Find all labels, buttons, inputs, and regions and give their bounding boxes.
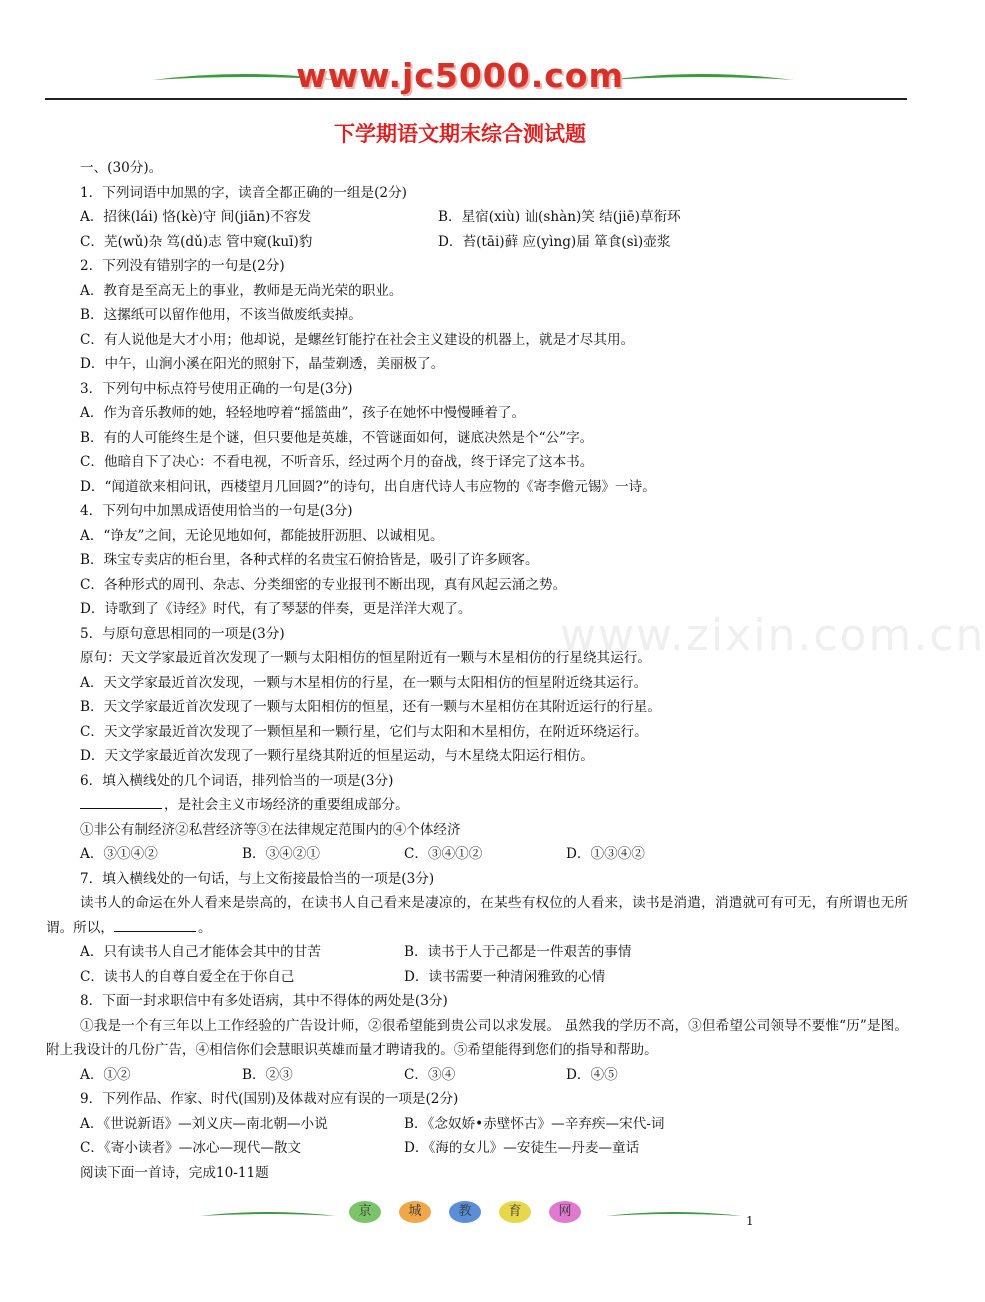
fill-in-blank xyxy=(80,794,162,809)
question-4-stem: 4．下列句中加黑成语使用恰当的一句是(3分) xyxy=(80,503,353,519)
question-4-option-b: B．珠宝专卖店的柜台里，各种式样的名贵宝石俯拾皆是，吸引了许多顾客。 xyxy=(80,552,539,568)
question-4-option-d: D．诗歌到了《诗经》时代，有了琴瑟的伴奏，更是洋洋大观了。 xyxy=(80,601,472,617)
question-6-option-a: A．③①④② xyxy=(80,846,158,862)
reading-instruction: 阅读下面一首诗，完成10-11题 xyxy=(80,1164,269,1181)
page-number: 1 xyxy=(746,1214,754,1228)
footer-badge: 京 xyxy=(349,1201,381,1223)
question-5-option-b: B．天文学家最近首次发现了一颗与太阳相仿的恒星，还有一颗与木星相仿在其附近运行的行星。 xyxy=(80,699,661,715)
question-2-option-d: D．中午，山涧小溪在阳光的照射下，晶莹剃透，美丽极了。 xyxy=(80,356,445,372)
question-2-stem: 2．下列没有错别字的一句是(2分) xyxy=(80,258,285,274)
question-5-original-sentence: 原句：天文学家最近首次发现了一颗与太阳相仿的恒星附近有一颗与木星相仿的行星绕其运行。 xyxy=(80,650,651,666)
question-5-option-c: C．天文学家最近首次发现了一颗恒星和一颗行星，它们与太阳和木星相仿，在附近环绕运行。 xyxy=(80,723,648,740)
question-8-option-b: B．②③ xyxy=(242,1066,293,1083)
question-6-option-b: B．③④②① xyxy=(242,846,320,862)
question-1-option-b: B．星宿(xiù) 讪(shàn)笑 结(jiē)草衔环 xyxy=(438,209,681,225)
question-8-options-row xyxy=(80,1063,910,1088)
fill-in-blank xyxy=(114,917,196,932)
question-6-option-c: C．③④①② xyxy=(404,846,483,862)
question-5-stem: 5．与原句意思相同的一项是(3分) xyxy=(80,625,285,642)
page-footer xyxy=(0,1195,920,1240)
footer-badge: 城 xyxy=(399,1201,431,1223)
question-7-stem: 7．填入横线处的一句话，与上文衔接最恰当的一项是(3分) xyxy=(80,870,435,887)
question-9-stem: 9．下列作品、作家、时代(国别)及体裁对应有误的一项是(2分) xyxy=(80,1091,459,1107)
question-8-option-c: C．③④ xyxy=(404,1066,456,1083)
question-3-option-d: D．“闻道欲来相问讯，西楼望月几回圆?”的诗句，出自唐代诗人韦应物的《寄李儋元锡》一诗。 xyxy=(80,478,656,495)
question-7-options-row xyxy=(80,940,910,965)
question-4-option-a: A．“诤友”之间，无论见地如何，都能披肝沥胆、以诚相见。 xyxy=(80,527,444,544)
question-4-option-c: C．各种形式的周刊、杂志、分类细密的专业报刊不断出现，真有风起云涌之势。 xyxy=(80,576,567,593)
page-title: 下学期语文期末综合测试题 xyxy=(334,122,586,146)
footer-left-swoosh-decoration xyxy=(198,1207,338,1223)
question-3-option-a: A．作为音乐教师的她，轻轻地哼着“摇篮曲”，孩子在她怀中慢慢睡着了。 xyxy=(80,405,526,421)
question-7-passage-text: 读书人的命运在外人看来是崇高的，在读书人自己看来是凄凉的，在某些有权位的人看来，读书是消遣，消遣就可有可无，有所谓也无所谓。所以， xyxy=(46,895,908,936)
exam-body xyxy=(46,156,910,1185)
question-1-option-a: A．招徕(lái) 恪(kè)守 间(jiān)不容发 xyxy=(80,209,312,225)
question-6-sentence-text: ，是社会主义市场经济的重要组成部分。 xyxy=(164,797,409,813)
question-5-option-a: A．天文学家最近首次发现，一颗与木星相仿的行星，在一颗与太阳相仿的恒星附近绕其运行。 xyxy=(80,674,648,691)
watermark: www.zixin.com.cn xyxy=(560,610,985,661)
question-2-option-b: B．这摞纸可以留作他用，不该当做废纸卖掉。 xyxy=(80,307,362,323)
question-6-options-row xyxy=(80,842,910,867)
page-header xyxy=(0,0,920,110)
question-7-option-a: A．只有读书人自己才能体会其中的甘苦 xyxy=(80,944,321,960)
footer-badges xyxy=(349,1201,599,1223)
question-3-option-c: C．他暗自下了决心：不看电视，不听音乐，经过两个月的奋战，终于译完了这本书。 xyxy=(80,454,594,470)
question-7-option-c: C．读书人的自尊自爱全在于你自己 xyxy=(80,968,295,985)
question-9-options-row xyxy=(80,1136,910,1161)
question-7-passage xyxy=(46,891,908,940)
question-6-sentence xyxy=(80,793,910,818)
question-3-option-b: B．有的人可能终生是个谜，但只要他是英雄，不管谜面如何，谜底决然是个“公”字。 xyxy=(80,429,594,446)
question-3-stem: 3．下列句中标点符号使用正确的一句是(3分) xyxy=(80,380,353,397)
question-6-stem: 6．填入横线处的几个词语，排列恰当的一项是(3分) xyxy=(80,772,394,789)
question-9-option-a: A．《世说新语》—刘义庆—南北朝—小说 xyxy=(80,1115,328,1132)
question-8-passage: ①我是一个有三年以上工作经验的广告设计师，②很希望能到贵公司以求发展。 虽然我的学历不高，③但希望公司领导不要惟“历”是图。附上我设计的几份广告，④相信你们会慧眼识英雄而量才聘请我的。⑤希望能得到您们的指导和帮助。 xyxy=(46,1017,908,1058)
header-divider xyxy=(45,98,907,100)
question-9-option-d: D．《海的女儿》—安徒生—丹麦—童话 xyxy=(404,1140,640,1156)
question-1-options-row xyxy=(80,230,910,255)
question-1-option-c: C．芜(wǔ)杂 笃(dǔ)志 管中窥(kuī)豹 xyxy=(80,233,313,250)
footer-right-swoosh-decoration xyxy=(604,1207,744,1223)
question-7-option-d: D．读书需要一种清闲雅致的心情 xyxy=(404,968,606,985)
question-7-options-row xyxy=(80,965,910,990)
footer-badge: 网 xyxy=(549,1201,581,1223)
question-8-stem: 8．下面一封求职信中有多处语病，其中不得体的两处是(3分) xyxy=(80,993,448,1009)
question-1-option-d: D．苔(tāi)藓 应(yìng)届 箪食(sì)壶浆 xyxy=(438,233,671,250)
question-8-option-a: A．①② xyxy=(80,1066,131,1083)
question-9-options-row xyxy=(80,1112,910,1137)
section-heading: 一、(30分)。 xyxy=(80,160,163,176)
question-1-stem: 1．下列词语中加黑的字，读音全都正确的一组是(2分) xyxy=(80,184,407,201)
question-6-option-d: D．①③④② xyxy=(566,846,645,862)
question-9-option-c: C．《寄小读者》—冰心—现代—散文 xyxy=(80,1140,302,1156)
question-1-options-row xyxy=(80,205,910,230)
site-logo: www.jc5000.com xyxy=(296,56,624,95)
question-2-option-a: A．教育是至高无上的事业，教师是无尚光荣的职业。 xyxy=(80,282,403,299)
question-5-option-d: D．天文学家最近首次发现了一颗行星绕其附近的恒星运动，与木星绕太阳运行相仿。 xyxy=(80,748,594,764)
question-7-option-b: B．读书于人于己都是一件艰苦的事情 xyxy=(404,944,632,960)
question-2-option-c: C．有人说他是大才小用；他却说，是螺丝钉能拧在社会主义建设的机器上，就是才尽其用。 xyxy=(80,331,635,348)
question-6-items: ①非公有制经济②私营经济等③在法律规定范围内的④个体经济 xyxy=(80,821,461,838)
question-8-option-d: D．④⑤ xyxy=(566,1066,618,1083)
footer-badge: 育 xyxy=(499,1201,531,1223)
question-9-option-b: B．《念奴娇•赤壁怀古》—辛弃疾—宋代-词 xyxy=(404,1115,665,1132)
footer-badge: 教 xyxy=(449,1201,481,1223)
question-7-passage-end: 。 xyxy=(197,919,212,936)
